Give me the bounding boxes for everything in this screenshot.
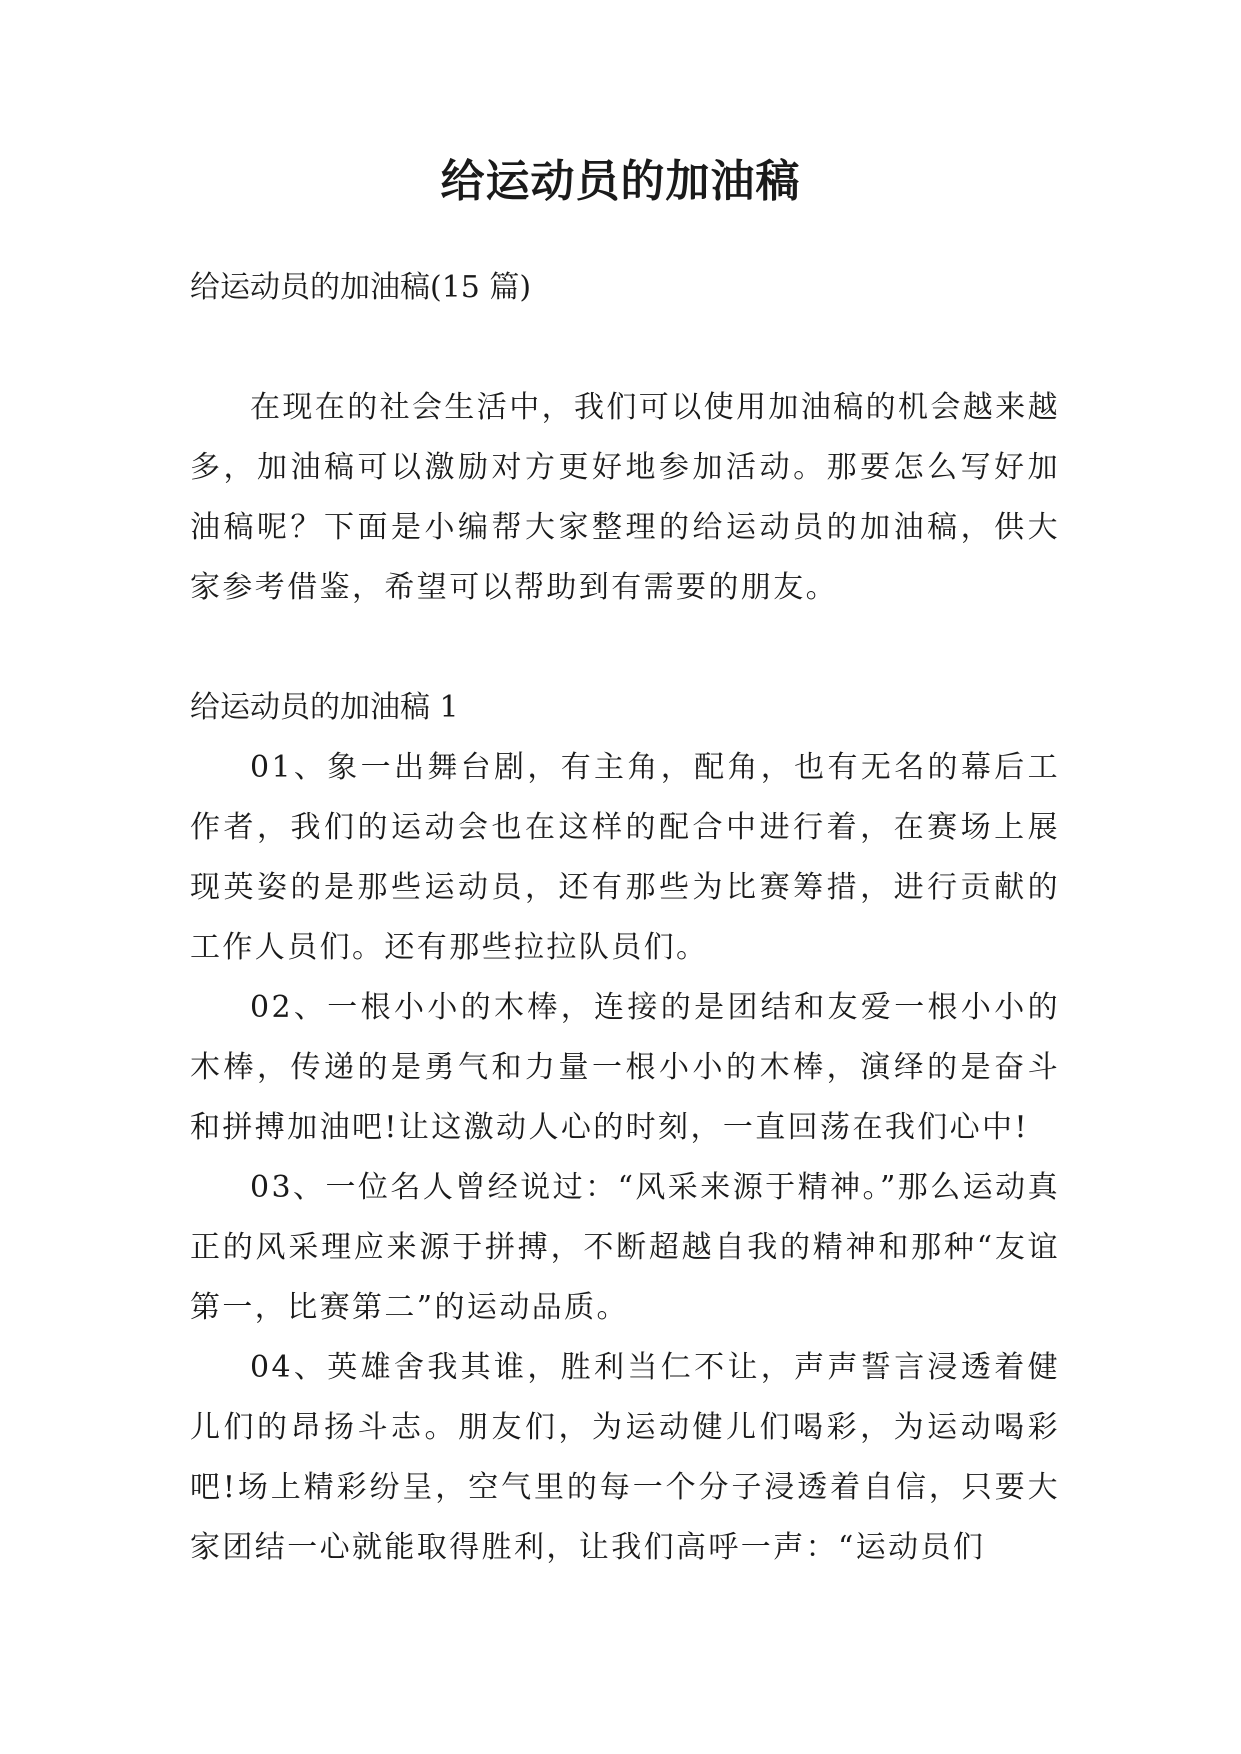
intro-paragraph: 在现在的社会生活中，我们可以使用加油稿的机会越来越多，加油稿可以激励对方更好地参加活动。那要怎么写好加油稿呢？下面是小编帮大家整理的给运动员的加油稿，供大家参考借鉴，希望可以帮助到有需要的朋友。	[190, 390, 1060, 605]
body-paragraph: 01、象一出舞台剧，有主角，配角，也有无名的幕后工作者，我们的运动会也在这样的配合中进行着，在赛场上展现英姿的是那些运动员，还有那些为比赛筹措，进行贡献的工作人员们。还有那些拉拉队员们。	[190, 750, 1060, 965]
section-heading: 给运动员的加油稿 1	[190, 690, 459, 725]
body-paragraph: 02、一根小小的木棒，连接的是团结和友爱一根小小的木棒，传递的是勇气和力量一根小小的木棒，演绎的是奋斗和拼搏加油吧!让这激动人心的时刻，一直回荡在我们心中!	[190, 990, 1060, 1145]
document-body	[190, 258, 1060, 1578]
body-paragraph: 03、一位名人曾经说过：“风采来源于精神。”那么运动真正的风采理应来源于拼搏，不断超越自我的精神和那种“友谊第一，比赛第二”的运动品质。	[190, 1170, 1060, 1325]
document-subtitle: 给运动员的加油稿(15 篇)	[190, 270, 532, 305]
body-paragraph: 04、英雄舍我其谁，胜利当仁不让，声声誓言浸透着健儿们的昂扬斗志。朋友们，为运动健儿们喝彩，为运动喝彩吧!场上精彩纷呈，空气里的每一个分子浸透着自信，只要大家团结一心就能取得胜利，让我们高呼一声：“运动员们	[190, 1350, 1060, 1565]
document-title: 给运动员的加油稿	[440, 156, 801, 207]
